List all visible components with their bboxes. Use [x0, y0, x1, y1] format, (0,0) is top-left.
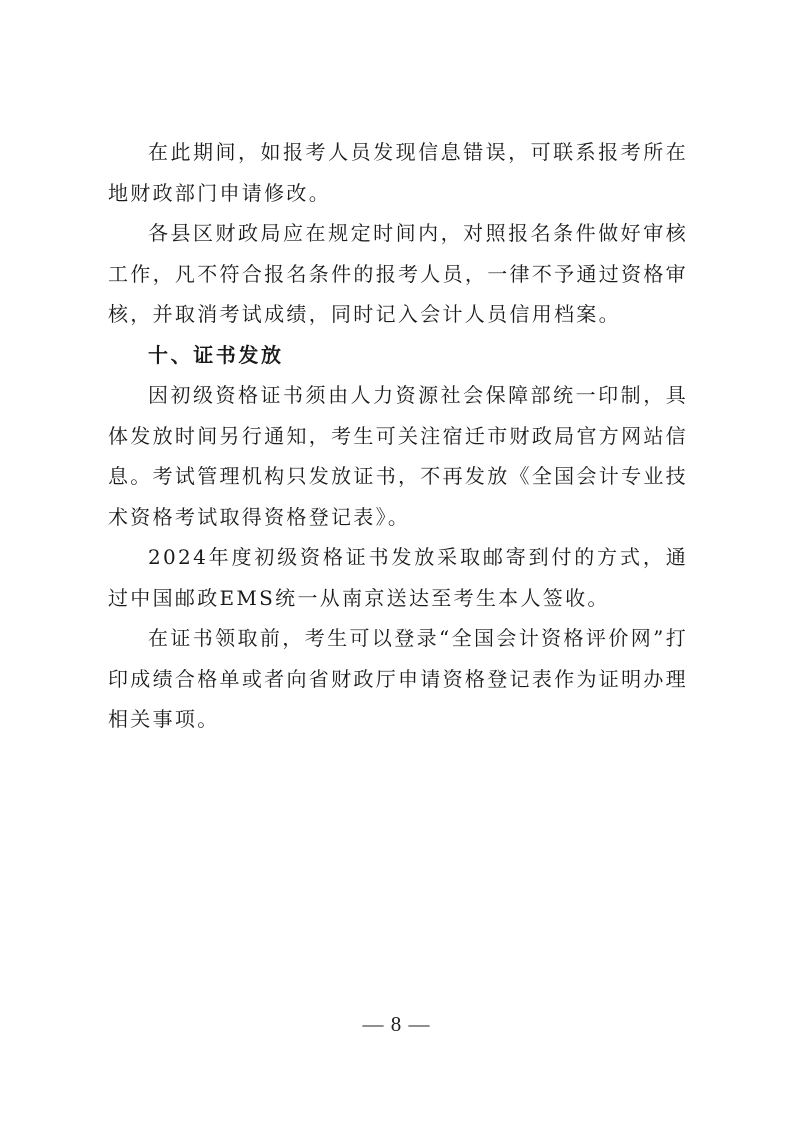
paragraph-info-correction: 在此期间，如报考人员发现信息错误，可联系报考所在地财政部门申请修改。	[108, 140, 688, 205]
paragraph-certificate-proof: 在证书领取前，考生可以登录“全国会计资格评价网”打印成绩合格单或者向省财政厅申请资格登记表作为证明办理相关事项。	[108, 626, 688, 731]
paragraph-county-review: 各县区财政局应在规定时间内，对照报名条件做好审核工作，凡不符合报名条件的报考人员，一律不予通过资格审核，并取消考试成绩，同时记入会计人员信用档案。	[108, 221, 688, 326]
paragraph-certificate-mailing: 2024年度初级资格证书发放采取邮寄到付的方式，通过中国邮政EMS统一从南京送达至考生本人签收。	[108, 545, 688, 610]
page-number: — 8 —	[362, 1012, 431, 1036]
section-heading-certificate-issuance: 十、证书发放	[148, 342, 284, 367]
paragraph-certificate-printing: 因初级资格证书须由人力资源社会保障部统一印制，具体发放时间另行通知，考生可关注宿迁市财政局官方网站信息。考试管理机构只发放证书，不再发放《全国会计专业技术资格考试取得资格登记表》。	[108, 383, 688, 529]
document-body	[108, 132, 688, 740]
